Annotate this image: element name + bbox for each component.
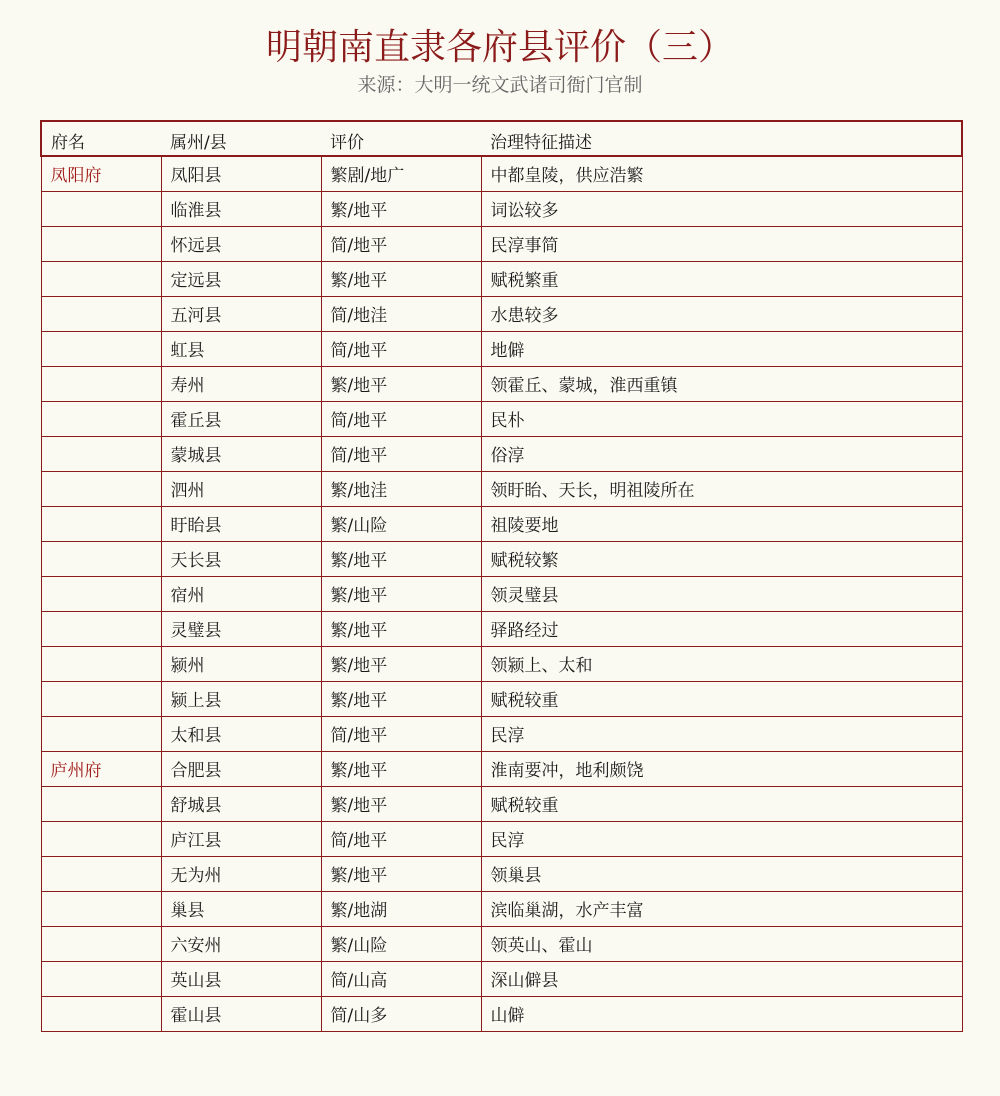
prefecture-cell — [41, 821, 161, 856]
county-cell: 巢县 — [161, 891, 321, 926]
description-cell: 俗淳 — [481, 436, 962, 471]
description-cell: 祖陵要地 — [481, 506, 962, 541]
county-cell: 泗州 — [161, 471, 321, 506]
prefecture-cell — [41, 961, 161, 996]
table-row — [41, 926, 962, 961]
evaluation-cell: 繁/地平 — [321, 261, 481, 296]
description-cell: 地僻 — [481, 331, 962, 366]
table-row — [41, 576, 962, 611]
description-cell: 驿路经过 — [481, 611, 962, 646]
table-row — [41, 226, 962, 261]
evaluation-cell: 简/山高 — [321, 961, 481, 996]
prefecture-cell — [41, 611, 161, 646]
evaluation-cell: 繁/地平 — [321, 646, 481, 681]
evaluation-cell: 繁/地平 — [321, 366, 481, 401]
table-row — [41, 261, 962, 296]
evaluation-cell: 繁/地平 — [321, 681, 481, 716]
description-cell: 中都皇陵，供应浩繁 — [481, 156, 962, 191]
description-cell: 赋税较重 — [481, 681, 962, 716]
county-cell: 蒙城县 — [161, 436, 321, 471]
prefecture-cell — [41, 401, 161, 436]
table-row — [41, 891, 962, 926]
prefecture-cell — [41, 506, 161, 541]
county-cell: 太和县 — [161, 716, 321, 751]
prefecture-cell — [41, 891, 161, 926]
table-row — [41, 506, 962, 541]
header-prefecture: 府名 — [41, 121, 161, 156]
evaluation-cell: 简/山多 — [321, 996, 481, 1031]
prefecture-cell — [41, 471, 161, 506]
table-row — [41, 856, 962, 891]
prefecture-cell — [41, 681, 161, 716]
prefecture-cell — [41, 296, 161, 331]
table-row — [41, 436, 962, 471]
prefecture-cell — [41, 716, 161, 751]
prefecture-cell — [41, 436, 161, 471]
county-cell: 虹县 — [161, 331, 321, 366]
description-cell: 词讼较多 — [481, 191, 962, 226]
evaluation-cell: 繁/山险 — [321, 506, 481, 541]
table-row — [41, 471, 962, 506]
description-cell: 水患较多 — [481, 296, 962, 331]
prefecture-cell — [41, 226, 161, 261]
evaluation-cell: 繁/地洼 — [321, 471, 481, 506]
evaluation-cell: 简/地平 — [321, 226, 481, 261]
county-cell: 无为州 — [161, 856, 321, 891]
table-row — [41, 611, 962, 646]
table-row — [41, 191, 962, 226]
evaluation-cell: 繁/地平 — [321, 611, 481, 646]
evaluation-cell: 繁/地平 — [321, 786, 481, 821]
evaluation-cell: 繁/地湖 — [321, 891, 481, 926]
table-body — [41, 156, 962, 1031]
header-county: 属州/县 — [161, 121, 321, 156]
table-row — [41, 331, 962, 366]
description-cell: 领盱眙、天长，明祖陵所在 — [481, 471, 962, 506]
description-cell: 山僻 — [481, 996, 962, 1031]
county-cell: 灵璧县 — [161, 611, 321, 646]
table-row — [41, 716, 962, 751]
prefecture-cell — [41, 996, 161, 1031]
header-description: 治理特征描述 — [481, 121, 962, 156]
prefecture-cell — [41, 331, 161, 366]
table-header-row — [41, 121, 962, 156]
table-row — [41, 681, 962, 716]
prefecture-cell — [41, 926, 161, 961]
county-cell: 临淮县 — [161, 191, 321, 226]
county-cell: 天长县 — [161, 541, 321, 576]
evaluation-cell: 简/地平 — [321, 331, 481, 366]
description-cell: 赋税繁重 — [481, 261, 962, 296]
prefecture-cell: 凤阳府 — [41, 156, 161, 191]
county-cell: 庐江县 — [161, 821, 321, 856]
evaluation-cell: 繁/地平 — [321, 856, 481, 891]
evaluation-cell: 简/地平 — [321, 716, 481, 751]
county-cell: 霍丘县 — [161, 401, 321, 436]
county-cell: 凤阳县 — [161, 156, 321, 191]
evaluation-cell: 简/地平 — [321, 401, 481, 436]
prefecture-cell — [41, 786, 161, 821]
county-cell: 定远县 — [161, 261, 321, 296]
evaluation-cell: 繁/地平 — [321, 541, 481, 576]
table-row — [41, 751, 962, 786]
table-row — [41, 296, 962, 331]
evaluation-cell: 繁/山险 — [321, 926, 481, 961]
county-cell: 盱眙县 — [161, 506, 321, 541]
county-cell: 霍山县 — [161, 996, 321, 1031]
description-cell: 民朴 — [481, 401, 962, 436]
evaluation-cell: 简/地平 — [321, 436, 481, 471]
prefecture-cell — [41, 576, 161, 611]
county-cell: 颍上县 — [161, 681, 321, 716]
description-cell: 滨临巢湖，水产丰富 — [481, 891, 962, 926]
county-evaluation-table — [40, 120, 963, 1032]
county-cell: 舒城县 — [161, 786, 321, 821]
description-cell: 领颍上、太和 — [481, 646, 962, 681]
county-cell: 颍州 — [161, 646, 321, 681]
county-cell: 五河县 — [161, 296, 321, 331]
evaluation-cell: 繁/地平 — [321, 191, 481, 226]
county-cell: 寿州 — [161, 366, 321, 401]
prefecture-cell — [41, 856, 161, 891]
prefecture-cell — [41, 541, 161, 576]
county-cell: 合肥县 — [161, 751, 321, 786]
table-row — [41, 996, 962, 1031]
description-cell: 民淳 — [481, 716, 962, 751]
evaluation-cell: 繁/地平 — [321, 576, 481, 611]
evaluation-cell: 繁剧/地广 — [321, 156, 481, 191]
page-subtitle: 来源：大明一统文武诸司衙门官制 — [357, 74, 643, 96]
table-row — [41, 401, 962, 436]
description-cell: 领巢县 — [481, 856, 962, 891]
county-cell: 宿州 — [161, 576, 321, 611]
header-evaluation: 评价 — [321, 121, 481, 156]
prefecture-cell — [41, 261, 161, 296]
table-row — [41, 366, 962, 401]
description-cell: 领灵璧县 — [481, 576, 962, 611]
description-cell: 淮南要冲，地利颇饶 — [481, 751, 962, 786]
description-cell: 领霍丘、蒙城，淮西重镇 — [481, 366, 962, 401]
prefecture-cell — [41, 646, 161, 681]
description-cell: 赋税较繁 — [481, 541, 962, 576]
county-cell: 六安州 — [161, 926, 321, 961]
table-row — [41, 961, 962, 996]
description-cell: 民淳事简 — [481, 226, 962, 261]
evaluation-cell: 简/地平 — [321, 821, 481, 856]
table-row — [41, 646, 962, 681]
page-title: 明朝南直隶各府县评价（三） — [265, 27, 734, 68]
description-cell: 深山僻县 — [481, 961, 962, 996]
county-cell: 英山县 — [161, 961, 321, 996]
prefecture-cell: 庐州府 — [41, 751, 161, 786]
evaluation-cell: 简/地洼 — [321, 296, 481, 331]
prefecture-cell — [41, 191, 161, 226]
description-cell: 领英山、霍山 — [481, 926, 962, 961]
description-cell: 民淳 — [481, 821, 962, 856]
evaluation-cell: 繁/地平 — [321, 751, 481, 786]
table-row — [41, 786, 962, 821]
table-row — [41, 821, 962, 856]
table-row — [41, 156, 962, 191]
county-cell: 怀远县 — [161, 226, 321, 261]
table-row — [41, 541, 962, 576]
prefecture-cell — [41, 366, 161, 401]
description-cell: 赋税较重 — [481, 786, 962, 821]
